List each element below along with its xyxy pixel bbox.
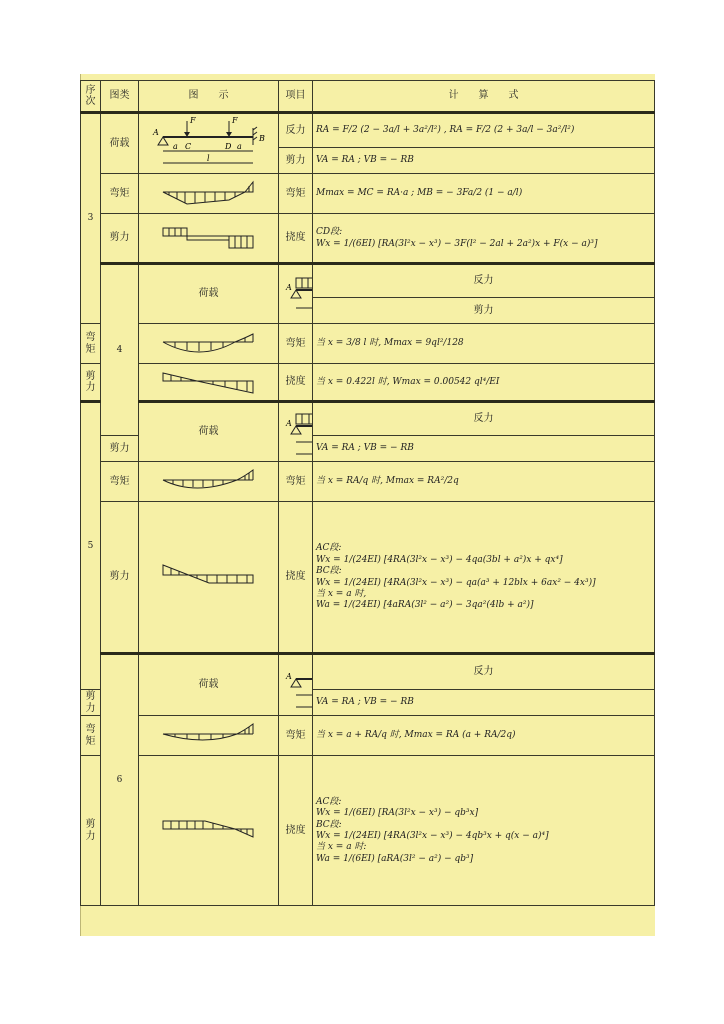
case6-moment-svg bbox=[149, 720, 269, 752]
case3-moment-svg bbox=[149, 178, 269, 210]
case6-load-svg bbox=[282, 657, 313, 713]
case4-label-A: A bbox=[286, 283, 292, 292]
case3-reaction-formula: RA = F/2 (2 − 3a/l + 3a²/l²) , RA = F/2 (2 + 3a/l − 3a²/l²) bbox=[313, 113, 655, 148]
case5-deflection-line-3: BC段: bbox=[316, 566, 342, 577]
case3-reaction-row bbox=[81, 113, 655, 148]
header-type: 图类 bbox=[101, 81, 139, 113]
case4-reaction-label: 反力 bbox=[313, 264, 655, 298]
case4-shear-type: 剪力 bbox=[81, 364, 101, 402]
case6-moment-label: 弯矩 bbox=[279, 716, 313, 756]
case3-reaction-label: 反力 bbox=[279, 113, 313, 148]
case5-number: 5 bbox=[81, 402, 101, 690]
header-row bbox=[81, 81, 655, 113]
case4-load-svg bbox=[282, 268, 313, 320]
case6-number: 6 bbox=[101, 654, 139, 906]
case3-shear-diagram bbox=[139, 214, 279, 264]
case5-deflection-row bbox=[81, 502, 655, 654]
case4-shear-svg bbox=[149, 367, 269, 397]
case4-deflection-label: 挠度 bbox=[279, 364, 313, 402]
header-seq: 序次 bbox=[81, 81, 101, 113]
beam-formula-table bbox=[80, 80, 655, 906]
case4-moment-label: 弯矩 bbox=[279, 324, 313, 364]
case3-shear-label: 剪力 bbox=[279, 148, 313, 174]
case4-moment-row bbox=[81, 324, 655, 364]
case5-reaction-label: 反力 bbox=[313, 402, 655, 436]
case6-moment-row bbox=[81, 716, 655, 756]
case6-deflection-line-6: Wa = 1/(6EI) [aRA(3l² − a²) − qb³] bbox=[316, 853, 474, 864]
case5-load-diagram bbox=[279, 402, 313, 462]
case5-load-label: 荷载 bbox=[139, 402, 279, 462]
case4-moment-type: 弯矩 bbox=[81, 324, 101, 364]
case6-moment-formula: 当 x = a + RA/q 时, Mmax = RA (a + RA/2q) bbox=[313, 716, 655, 756]
case6-moment-diagram bbox=[139, 716, 279, 756]
case6-reaction-row bbox=[81, 654, 655, 690]
case6-deflection-label: 挠度 bbox=[279, 756, 313, 906]
case4-deflection-row bbox=[81, 364, 655, 402]
case4-shear-label: 剪力 bbox=[313, 298, 655, 324]
case3-load-svg bbox=[149, 115, 269, 173]
case6-deflection-line-5: 当 x = a 时: bbox=[316, 842, 367, 853]
case5-deflection-line-5: 当 x = a 时, bbox=[316, 588, 367, 599]
case3-load-label: 荷载 bbox=[101, 113, 139, 174]
case3-deflection-formula bbox=[313, 214, 655, 264]
case5-shear-diagram bbox=[139, 502, 279, 654]
case5-deflection-label: 挠度 bbox=[279, 502, 313, 654]
case6-deflection-line-3: BC段: bbox=[316, 819, 342, 830]
case3-label-l: l bbox=[206, 153, 210, 163]
case4-deflection-formula: 当 x = 0.422l 时, Wmax = 0.00542 ql⁴/EI bbox=[313, 364, 655, 402]
case6-deflection-row bbox=[81, 756, 655, 906]
case5-moment-svg bbox=[149, 466, 269, 498]
case3-moment-type: 弯矩 bbox=[101, 174, 139, 214]
case5-deflection-line-6: Wa = 1/(24EI) [4aRA(3l² − a²) − 3qa²(4lb + a²)] bbox=[316, 600, 534, 611]
case3-label-a: a bbox=[172, 141, 178, 151]
case5-label-A: A bbox=[286, 419, 292, 428]
case3-shear-type: 剪力 bbox=[101, 214, 139, 264]
case3-label-D: D bbox=[224, 141, 231, 151]
case3-label-a2: a bbox=[236, 141, 242, 151]
case3-shear-formula: VA = RA ; VB = − RB bbox=[313, 148, 655, 174]
case4-moment-diagram bbox=[139, 324, 279, 364]
case3-deflection-line-2: Wx = 1/(6EI) [RA(3l²x − x³) − 3F(l² − 2al + 2a²)x + F(x − a)³] bbox=[316, 238, 598, 249]
case4-load-label: 荷载 bbox=[139, 264, 279, 324]
case5-reaction-row bbox=[81, 402, 655, 436]
case4-reaction-row bbox=[81, 264, 655, 298]
case5-deflection-line-1: AC段: bbox=[316, 543, 342, 554]
case3-number: 3 bbox=[81, 113, 101, 324]
case5-shear-formula: VA = RA ; VB = − RB bbox=[313, 436, 655, 462]
case5-moment-formula: 当 x = RA/q 时, Mmax = RA²/2q bbox=[313, 462, 655, 502]
case3-moment-diagram bbox=[139, 174, 279, 214]
case6-deflection-formula bbox=[313, 756, 655, 906]
case5-deflection-line-2: Wx = 1/(24EI) [4RA(3l²x − x³) − 4qa(3bl + a²)x + qx⁴] bbox=[316, 554, 563, 565]
case3-label-A: A bbox=[152, 127, 159, 137]
case4-number: 4 bbox=[101, 264, 139, 436]
case6-load-diagram bbox=[279, 654, 313, 716]
case3-shear-svg bbox=[149, 222, 269, 254]
case5-moment-row bbox=[81, 462, 655, 502]
case5-deflection-line-4: Wx = 1/(24EI) [4RA(3l²x − x³) − qa(a³ + 12blx + 6ax² − 4x³)] bbox=[316, 577, 596, 588]
case6-label-A: A bbox=[286, 672, 292, 681]
case3-label-F2: F bbox=[231, 115, 238, 125]
case6-shear-svg bbox=[149, 815, 269, 847]
case5-moment-type: 弯矩 bbox=[101, 462, 139, 502]
case3-label-C: C bbox=[184, 141, 191, 151]
case4-moment-formula: 当 x = 3/8 l 时, Mmax = 9ql²/128 bbox=[313, 324, 655, 364]
case6-reaction-label: 反力 bbox=[313, 654, 655, 690]
case5-load-svg bbox=[282, 404, 313, 460]
case3-load-diagram bbox=[139, 113, 279, 174]
case3-label-F1: F bbox=[189, 115, 196, 125]
case4-moment-svg bbox=[149, 328, 269, 360]
case5-deflection-formula bbox=[313, 502, 655, 654]
case5-shear-svg bbox=[149, 561, 269, 593]
case6-shear-type: 剪力 bbox=[81, 756, 101, 906]
case6-deflection-line-2: Wx = 1/(6EI) [RA(3l²x − x³) − qb³x] bbox=[316, 808, 479, 819]
case3-deflection-label: 挠度 bbox=[279, 214, 313, 264]
header-formula: 计 算 式 bbox=[313, 81, 655, 113]
case6-deflection-line-4: Wx = 1/(24EI) [4RA(3l²x − x³) − 4qb³x + q(x − a)⁴] bbox=[316, 831, 549, 841]
case5-moment-diagram bbox=[139, 462, 279, 502]
header-figure: 图 示 bbox=[139, 81, 279, 113]
case4-load-diagram bbox=[279, 264, 313, 324]
case3-moment-row bbox=[81, 174, 655, 214]
case6-deflection-line-1: AC段: bbox=[316, 796, 342, 807]
case3-deflection-line-1: CD段: bbox=[316, 227, 343, 238]
case6-load-label: 荷载 bbox=[139, 654, 279, 716]
case5-shear-type: 剪力 bbox=[101, 502, 139, 654]
case3-moment-formula: Mmax = MC = RA·a ; MB = − 3Fa/2 (1 − a/l) bbox=[313, 174, 655, 214]
case3-deflection-row bbox=[81, 214, 655, 264]
case5-shear-label: 剪力 bbox=[101, 436, 139, 462]
case6-moment-type: 弯矩 bbox=[81, 716, 101, 756]
case6-shear-formula: VA = RA ; VB = − RB bbox=[313, 690, 655, 716]
case6-shear-label: 剪力 bbox=[81, 690, 101, 716]
case6-shear-diagram bbox=[139, 756, 279, 906]
case3-label-B: B bbox=[258, 133, 265, 143]
case4-shear-diagram bbox=[139, 364, 279, 402]
case3-moment-label: 弯矩 bbox=[279, 174, 313, 214]
case5-moment-label: 弯矩 bbox=[279, 462, 313, 502]
header-item: 项目 bbox=[279, 81, 313, 113]
